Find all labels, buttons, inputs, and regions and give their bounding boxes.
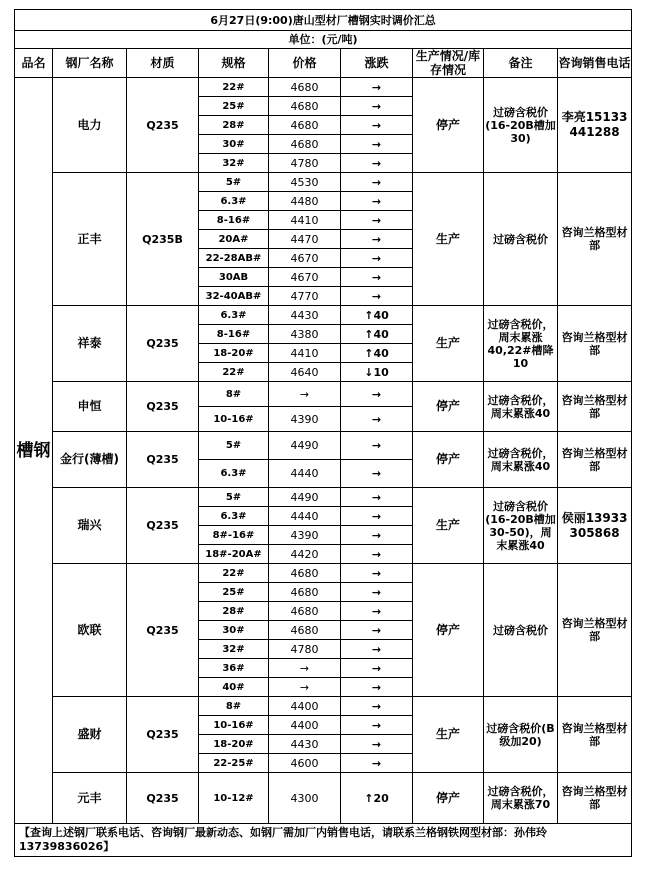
spec: 8#-16# bbox=[199, 526, 269, 545]
spec: 30# bbox=[199, 621, 269, 640]
price: 4400 bbox=[269, 716, 341, 735]
price: 4440 bbox=[269, 460, 341, 488]
sheet-title: 6月27日(9:00)唐山型材厂槽钢实时调价汇总 bbox=[15, 10, 632, 31]
remark: 过磅含税价 bbox=[484, 564, 558, 697]
price: 4300 bbox=[269, 773, 341, 824]
production-status: 生产 bbox=[413, 173, 484, 306]
mill-name: 金行(薄槽) bbox=[53, 432, 127, 488]
price-change: → bbox=[341, 754, 413, 773]
material: Q235 bbox=[127, 78, 199, 173]
remark: 过磅含税价(B级加20) bbox=[484, 697, 558, 773]
price: 4680 bbox=[269, 621, 341, 640]
price: 4430 bbox=[269, 306, 341, 325]
price: → bbox=[269, 659, 341, 678]
header-change: 涨跌 bbox=[341, 49, 413, 78]
remark: 过磅含税价，周末累涨40,22#槽降10 bbox=[484, 306, 558, 382]
price-change: → bbox=[341, 621, 413, 640]
table-row bbox=[15, 564, 632, 583]
price: 4780 bbox=[269, 640, 341, 659]
price: 4780 bbox=[269, 154, 341, 173]
production-status: 生产 bbox=[413, 488, 484, 564]
price: 4680 bbox=[269, 97, 341, 116]
price-change: → bbox=[341, 135, 413, 154]
remark: 过磅含税价，周末累涨40 bbox=[484, 432, 558, 488]
spec: 10-16# bbox=[199, 716, 269, 735]
table-row bbox=[15, 382, 632, 407]
price-change: → bbox=[341, 716, 413, 735]
price-change: → bbox=[341, 564, 413, 583]
price: 4640 bbox=[269, 363, 341, 382]
price: 4390 bbox=[269, 526, 341, 545]
price: 4490 bbox=[269, 432, 341, 460]
price-change: ↑40 bbox=[341, 344, 413, 363]
price-sheet bbox=[14, 9, 631, 857]
footer-note: 【查询上述钢厂联系电话、咨询钢厂最新动态、如钢厂需加厂内销售电话，请联系兰格钢铁网型材部：孙伟玲13739836026】 bbox=[15, 824, 632, 857]
spec: 32# bbox=[199, 640, 269, 659]
table-row bbox=[15, 773, 632, 824]
price: 4410 bbox=[269, 211, 341, 230]
spec: 6.3# bbox=[199, 306, 269, 325]
price: 4670 bbox=[269, 268, 341, 287]
table-row bbox=[15, 306, 632, 325]
contact: 咨询兰格型材部 bbox=[558, 432, 632, 488]
price-change: → bbox=[341, 78, 413, 97]
material: Q235 bbox=[127, 382, 199, 432]
remark: 过磅含税价，周末累涨40 bbox=[484, 382, 558, 432]
contact: 咨询兰格型材部 bbox=[558, 382, 632, 432]
price: 4440 bbox=[269, 507, 341, 526]
spec: 40# bbox=[199, 678, 269, 697]
price-change: ↑40 bbox=[341, 325, 413, 344]
production-status: 停产 bbox=[413, 432, 484, 488]
spec: 18-20# bbox=[199, 735, 269, 754]
production-status: 停产 bbox=[413, 564, 484, 697]
price-change: → bbox=[341, 268, 413, 287]
spec: 6.3# bbox=[199, 460, 269, 488]
spec: 25# bbox=[199, 583, 269, 602]
spec: 22# bbox=[199, 564, 269, 583]
header-mill: 钢厂名称 bbox=[53, 49, 127, 78]
price: 4380 bbox=[269, 325, 341, 344]
spec: 18-20# bbox=[199, 344, 269, 363]
price: 4470 bbox=[269, 230, 341, 249]
contact: 李亮15133441288 bbox=[558, 78, 632, 173]
spec: 10-12# bbox=[199, 773, 269, 824]
spec: 30AB bbox=[199, 268, 269, 287]
price-change: → bbox=[341, 640, 413, 659]
material: Q235 bbox=[127, 697, 199, 773]
mill-name: 瑞兴 bbox=[53, 488, 127, 564]
mill-name: 电力 bbox=[53, 78, 127, 173]
price-change: → bbox=[341, 659, 413, 678]
production-status: 停产 bbox=[413, 78, 484, 173]
price: 4430 bbox=[269, 735, 341, 754]
price-change: → bbox=[341, 526, 413, 545]
mill-name: 欧联 bbox=[53, 564, 127, 697]
unit-label: 单位：(元/吨) bbox=[15, 31, 632, 49]
header-material: 材质 bbox=[127, 49, 199, 78]
spec: 32# bbox=[199, 154, 269, 173]
spec: 22# bbox=[199, 78, 269, 97]
price: 4680 bbox=[269, 583, 341, 602]
price: 4390 bbox=[269, 407, 341, 432]
material: Q235 bbox=[127, 306, 199, 382]
spec: 5# bbox=[199, 432, 269, 460]
price: 4670 bbox=[269, 249, 341, 268]
table-row bbox=[15, 697, 632, 716]
price: → bbox=[269, 678, 341, 697]
production-status: 生产 bbox=[413, 697, 484, 773]
production-status: 停产 bbox=[413, 382, 484, 432]
price-change: → bbox=[341, 460, 413, 488]
price-change: ↓10 bbox=[341, 363, 413, 382]
spec: 22# bbox=[199, 363, 269, 382]
price-change: → bbox=[341, 583, 413, 602]
price-change: → bbox=[341, 697, 413, 716]
price-change: → bbox=[341, 192, 413, 211]
material: Q235 bbox=[127, 564, 199, 697]
table-row bbox=[15, 488, 632, 507]
spec: 6.3# bbox=[199, 192, 269, 211]
spec: 8# bbox=[199, 382, 269, 407]
price: 4680 bbox=[269, 564, 341, 583]
spec: 18#-20A# bbox=[199, 545, 269, 564]
remark: 过磅含税价 bbox=[484, 173, 558, 306]
price-change: → bbox=[341, 507, 413, 526]
contact: 咨询兰格型材部 bbox=[558, 773, 632, 824]
price-change: → bbox=[341, 407, 413, 432]
mill-name: 申恒 bbox=[53, 382, 127, 432]
price-change: → bbox=[341, 432, 413, 460]
spec: 20A# bbox=[199, 230, 269, 249]
material: Q235 bbox=[127, 432, 199, 488]
spec: 5# bbox=[199, 488, 269, 507]
material: Q235B bbox=[127, 173, 199, 306]
spec: 28# bbox=[199, 116, 269, 135]
mill-name: 元丰 bbox=[53, 773, 127, 824]
price-change: → bbox=[341, 545, 413, 564]
remark: 过磅含税价，周末累涨70 bbox=[484, 773, 558, 824]
price-change: → bbox=[341, 173, 413, 192]
spec: 6.3# bbox=[199, 507, 269, 526]
contact: 侯丽13933305868 bbox=[558, 488, 632, 564]
price: → bbox=[269, 382, 341, 407]
table-row bbox=[15, 173, 632, 192]
header-product: 品名 bbox=[15, 49, 53, 78]
spec: 8-16# bbox=[199, 325, 269, 344]
price: 4410 bbox=[269, 344, 341, 363]
price: 4530 bbox=[269, 173, 341, 192]
spec: 10-16# bbox=[199, 407, 269, 432]
header-row bbox=[15, 49, 632, 78]
price-change: → bbox=[341, 154, 413, 173]
spec: 36# bbox=[199, 659, 269, 678]
spec: 22-25# bbox=[199, 754, 269, 773]
price-change: → bbox=[341, 382, 413, 407]
spec: 5# bbox=[199, 173, 269, 192]
price: 4490 bbox=[269, 488, 341, 507]
header-status: 生产情况/库存情况 bbox=[413, 49, 484, 78]
price-change: ↑20 bbox=[341, 773, 413, 824]
spec: 25# bbox=[199, 97, 269, 116]
remark: 过磅含税价(16-20B槽加30-50)，周末累涨40 bbox=[484, 488, 558, 564]
material: Q235 bbox=[127, 488, 199, 564]
table-row bbox=[15, 78, 632, 97]
price-change: → bbox=[341, 116, 413, 135]
table-row bbox=[15, 432, 632, 460]
production-status: 停产 bbox=[413, 773, 484, 824]
header-spec: 规格 bbox=[199, 49, 269, 78]
price: 4680 bbox=[269, 602, 341, 621]
price-change: → bbox=[341, 488, 413, 507]
header-note: 备注 bbox=[484, 49, 558, 78]
price-table bbox=[14, 9, 632, 857]
product-name: 槽钢 bbox=[15, 78, 53, 824]
spec: 8# bbox=[199, 697, 269, 716]
header-price: 价格 bbox=[269, 49, 341, 78]
contact: 咨询兰格型材部 bbox=[558, 306, 632, 382]
contact: 咨询兰格型材部 bbox=[558, 697, 632, 773]
price-change: → bbox=[341, 678, 413, 697]
price: 4770 bbox=[269, 287, 341, 306]
mill-name: 盛财 bbox=[53, 697, 127, 773]
price: 4420 bbox=[269, 545, 341, 564]
price: 4680 bbox=[269, 135, 341, 154]
price-change: → bbox=[341, 230, 413, 249]
price-change: → bbox=[341, 97, 413, 116]
price-change: → bbox=[341, 287, 413, 306]
price: 4680 bbox=[269, 116, 341, 135]
spec: 22-28AB# bbox=[199, 249, 269, 268]
price: 4480 bbox=[269, 192, 341, 211]
spec: 30# bbox=[199, 135, 269, 154]
price-change: → bbox=[341, 735, 413, 754]
material: Q235 bbox=[127, 773, 199, 824]
price-change: → bbox=[341, 211, 413, 230]
spec: 28# bbox=[199, 602, 269, 621]
price-change: → bbox=[341, 249, 413, 268]
production-status: 生产 bbox=[413, 306, 484, 382]
contact: 咨询兰格型材部 bbox=[558, 564, 632, 697]
spec: 32-40AB# bbox=[199, 287, 269, 306]
contact: 咨询兰格型材部 bbox=[558, 173, 632, 306]
price-change: ↑40 bbox=[341, 306, 413, 325]
price: 4400 bbox=[269, 697, 341, 716]
price-change: → bbox=[341, 602, 413, 621]
price: 4680 bbox=[269, 78, 341, 97]
price: 4600 bbox=[269, 754, 341, 773]
mill-name: 正丰 bbox=[53, 173, 127, 306]
mill-name: 祥泰 bbox=[53, 306, 127, 382]
header-contact: 咨询销售电话 bbox=[558, 49, 632, 78]
remark: 过磅含税价(16-20B槽加30) bbox=[484, 78, 558, 173]
spec: 8-16# bbox=[199, 211, 269, 230]
